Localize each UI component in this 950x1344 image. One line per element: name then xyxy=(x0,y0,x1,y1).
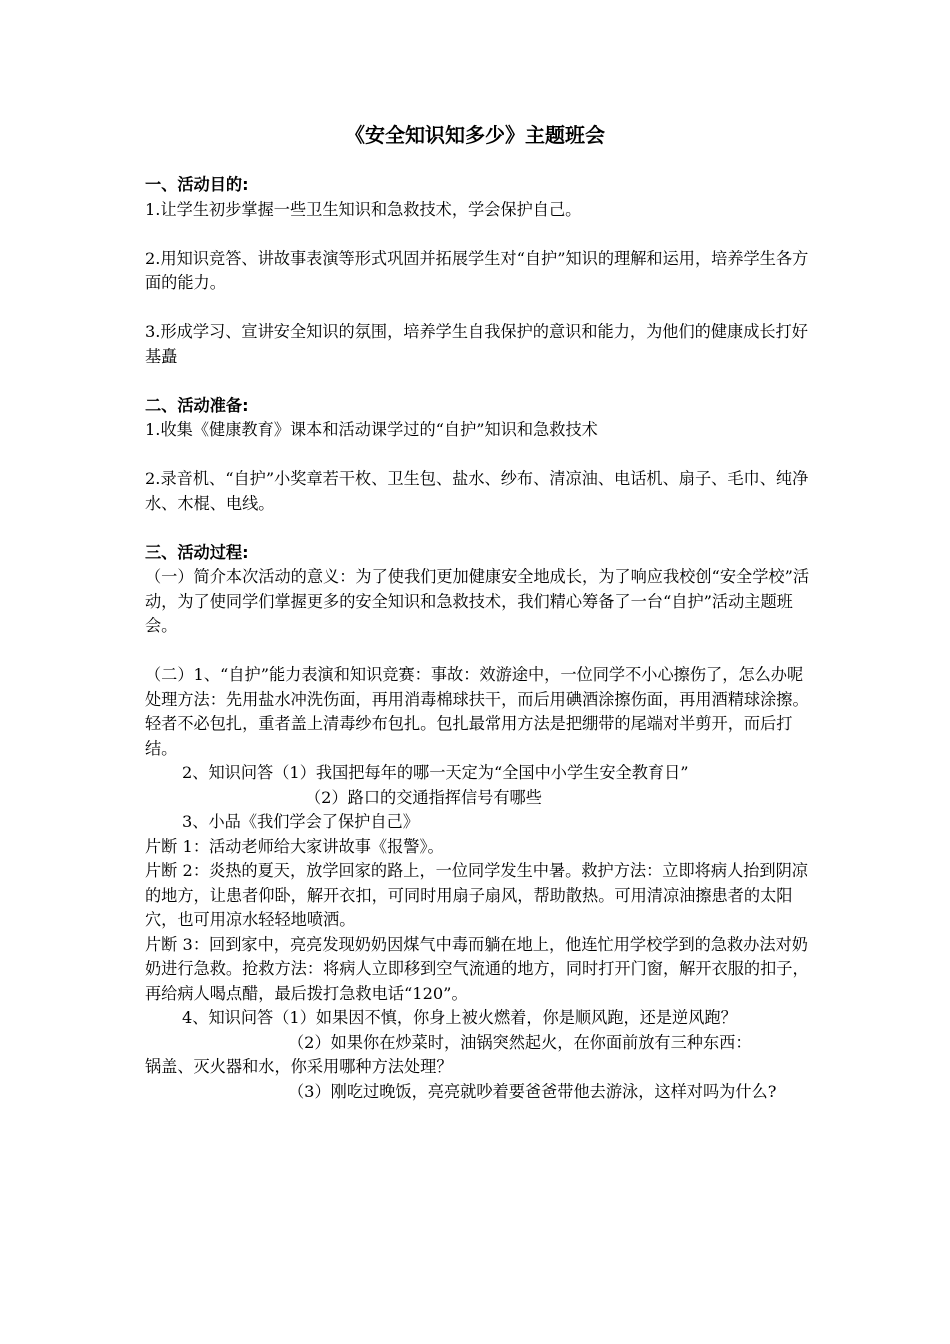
skit-fragment: 片断 1：活动老师给大家讲故事《报警》。 xyxy=(145,836,444,856)
paragraph: 1.收集《健康教育》课本和活动课学过的“自护”知识和急救技术 xyxy=(145,420,598,439)
quiz-question: （3）刚吃过晚饭，亮亮就吵着要爸爸带他去游泳，这样对吗为什么? xyxy=(288,1081,777,1101)
paragraph: （二）1、“自护”能力表演和知识竞赛：事故：效游途中，一位同学不小心擦伤了，怎么办呢处理方法：先用盐水冲洗伤面，再用消毒棉球扶干，而后用碘酒涂擦伤面，再用酒精球涂擦。轻者不必包扎，重者盖上清毒纱布包扎。包扎最常用方法是把绷带的尾端对半剪开，而后打结。 xyxy=(145,665,809,758)
spacer xyxy=(145,443,813,468)
spacer xyxy=(145,639,813,664)
section-heading-preparation: 二、活动准备: xyxy=(145,395,249,415)
paragraph: 3.形成学习、宣讲安全知识的氛围，培养学生自我保护的意识和能力，为他们的健康成长打好基矗 xyxy=(145,322,808,366)
spacer xyxy=(145,369,813,394)
spacer xyxy=(145,222,813,247)
section-heading-purpose: 一、活动目的: xyxy=(145,175,249,194)
quiz-question-continued: 锅盖、灭火器和水，你采用哪种方法处理？ xyxy=(145,1057,453,1076)
paragraph: 1.让学生初步掌握一些卫生知识和急救技术，学会保护自己。 xyxy=(145,199,582,219)
spacer xyxy=(145,296,813,321)
document-title: 《安全知识知多少》主题班会 xyxy=(345,123,605,147)
skit-fragment: 片断 2：炎热的夏天，放学回家的路上，一位同学发生中暑。救护方法：立即将病人抬到阴凉的地方，让患者仰卧，解开衣扣，可同时用扇子扇风，帮助散热。可用清凉油擦患者的太阳穴，也可用凉水轻轻地喷洒。 xyxy=(145,861,808,929)
section-heading-process: 三、活动过程: xyxy=(145,542,249,562)
quiz-question: （2）如果你在炒菜时，油锅突然起火，在你面前放有三种东西： xyxy=(288,1032,752,1052)
skit-fragment: 片断 3：回到家中，亮亮发现奶奶因煤气中毒而躺在地上，他连忙用学校学到的急救办法对奶奶进行急救。抢救方法：将病人立即移到空气流通的地方，同时打开门窗，解开衣服的扣子，再给病人喝点醋，最后拨打急救电话“120”。 xyxy=(145,934,809,1003)
paragraph: （一）简介本次活动的意义：为了使我们更加健康安全地成长，为了响应我校创“安全学校”活动，为了使同学们掌握更多的安全知识和急救技术，我们精心筹备了一台“自护”活动主题班会。 xyxy=(145,567,810,635)
paragraph: 2.用知识竞答、讲故事表演等形式巩固并拓展学生对“自护”知识的理解和运用，培养学生各方面的能力。 xyxy=(145,248,809,292)
paragraph: 2.录音机、“自护”小奖章若干枚、卫生包、盐水、纱布、清凉油、电话机、扇子、毛巾、纯净水、木棍、电线。 xyxy=(145,469,809,513)
quiz-question: 2、知识问答（1）我国把每年的哪一天定为“全国中小学生安全教育日” xyxy=(182,763,689,782)
quiz-question: 4、知识问答（1）如果因不慎，你身上被火燃着，你是顺风跑，还是逆风跑？ xyxy=(182,1008,737,1027)
spacer xyxy=(145,516,813,541)
document-body xyxy=(145,173,813,1104)
skit-title: 3、小品《我们学会了保护自己》 xyxy=(182,812,419,831)
quiz-question: （2）路口的交通指挥信号有哪些 xyxy=(305,787,542,807)
